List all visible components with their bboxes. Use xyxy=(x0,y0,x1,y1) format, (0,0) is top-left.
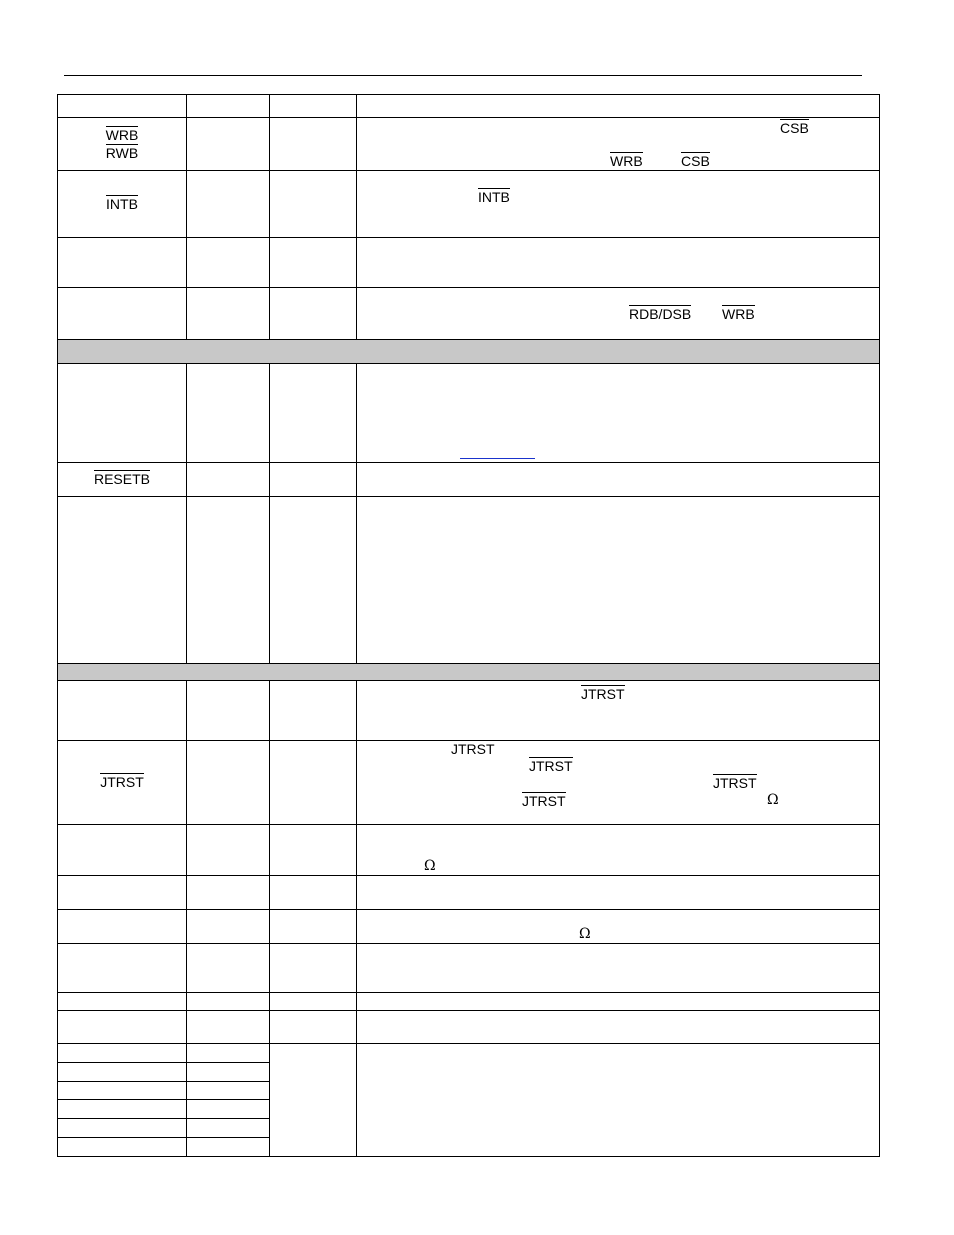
description-wrb xyxy=(722,305,755,322)
header-row-divider xyxy=(57,117,880,118)
jtrst-symbol: JTRST xyxy=(451,741,495,757)
column-divider xyxy=(186,364,187,663)
sub-row-divider xyxy=(57,1062,269,1063)
row-divider xyxy=(57,1043,880,1044)
column-divider xyxy=(186,681,187,1157)
section-header-row xyxy=(57,339,880,364)
description-jtrst xyxy=(581,685,625,702)
wrb-symbol: WRB xyxy=(105,127,139,143)
header-rule xyxy=(64,75,862,76)
pin-description-table xyxy=(57,94,880,1157)
resetb-symbol: RESETB xyxy=(93,471,150,487)
description-csb xyxy=(681,152,710,169)
jtrst-symbol: JTRST xyxy=(581,686,625,702)
row-divider xyxy=(57,992,880,993)
column-divider xyxy=(269,364,270,663)
table-right-border xyxy=(879,94,880,1157)
wrb-symbol: WRB xyxy=(722,306,755,322)
row-divider xyxy=(57,287,880,288)
intb-symbol: INTB xyxy=(106,196,138,212)
row-divider xyxy=(57,496,880,497)
intb-symbol: INTB xyxy=(478,189,510,205)
table-top-border xyxy=(57,94,880,95)
table-bottom-border xyxy=(57,1156,880,1157)
description-ohm: Ω xyxy=(579,926,591,942)
description-intb xyxy=(478,188,510,205)
column-divider xyxy=(356,681,357,1157)
pin-name-wrb xyxy=(87,126,157,143)
row-divider xyxy=(57,909,880,910)
row-divider xyxy=(57,170,880,171)
csb-symbol: CSB xyxy=(780,120,809,136)
sub-row-divider xyxy=(57,1118,269,1119)
description-ohm: Ω xyxy=(767,792,779,808)
description-jtrst xyxy=(522,792,566,809)
rwb-symbol: RWB xyxy=(105,145,139,161)
csb-symbol: CSB xyxy=(681,153,710,169)
row-divider xyxy=(57,824,880,825)
description-jtrst xyxy=(529,757,573,774)
row-divider xyxy=(57,462,880,463)
wrb-symbol: WRB xyxy=(610,153,643,169)
column-divider xyxy=(356,94,357,339)
sub-row-divider xyxy=(57,1099,269,1100)
row-divider xyxy=(57,943,880,944)
rdb-dsb-symbol: RDB/DSB xyxy=(629,306,692,322)
description-rdb-dsb xyxy=(629,305,691,322)
row-divider xyxy=(57,875,880,876)
cross-reference-link[interactable] xyxy=(460,458,535,459)
pin-name-resetb xyxy=(77,470,167,487)
row-divider xyxy=(57,237,880,238)
jtrst-symbol: JTRST xyxy=(100,774,144,790)
pin-name-rwb xyxy=(87,144,157,161)
jtrst-symbol: JTRST xyxy=(529,758,573,774)
sub-row-divider xyxy=(57,1081,269,1082)
row-divider xyxy=(57,1010,880,1011)
section-header-row xyxy=(57,663,880,681)
description-csb xyxy=(780,119,809,136)
description-jtrst xyxy=(713,774,757,791)
column-divider xyxy=(269,94,270,339)
description-jtrst xyxy=(451,740,495,757)
description-wrb xyxy=(610,152,643,169)
pin-name-jtrst xyxy=(87,773,157,790)
jtrst-symbol: JTRST xyxy=(713,775,757,791)
jtrst-symbol: JTRST xyxy=(522,793,566,809)
column-divider xyxy=(356,364,357,663)
pin-name-intb xyxy=(87,195,157,212)
column-divider xyxy=(269,681,270,1157)
description-ohm: Ω xyxy=(424,858,436,874)
sub-row-divider xyxy=(57,1137,269,1138)
column-divider xyxy=(186,94,187,339)
table-left-border xyxy=(57,94,58,1157)
